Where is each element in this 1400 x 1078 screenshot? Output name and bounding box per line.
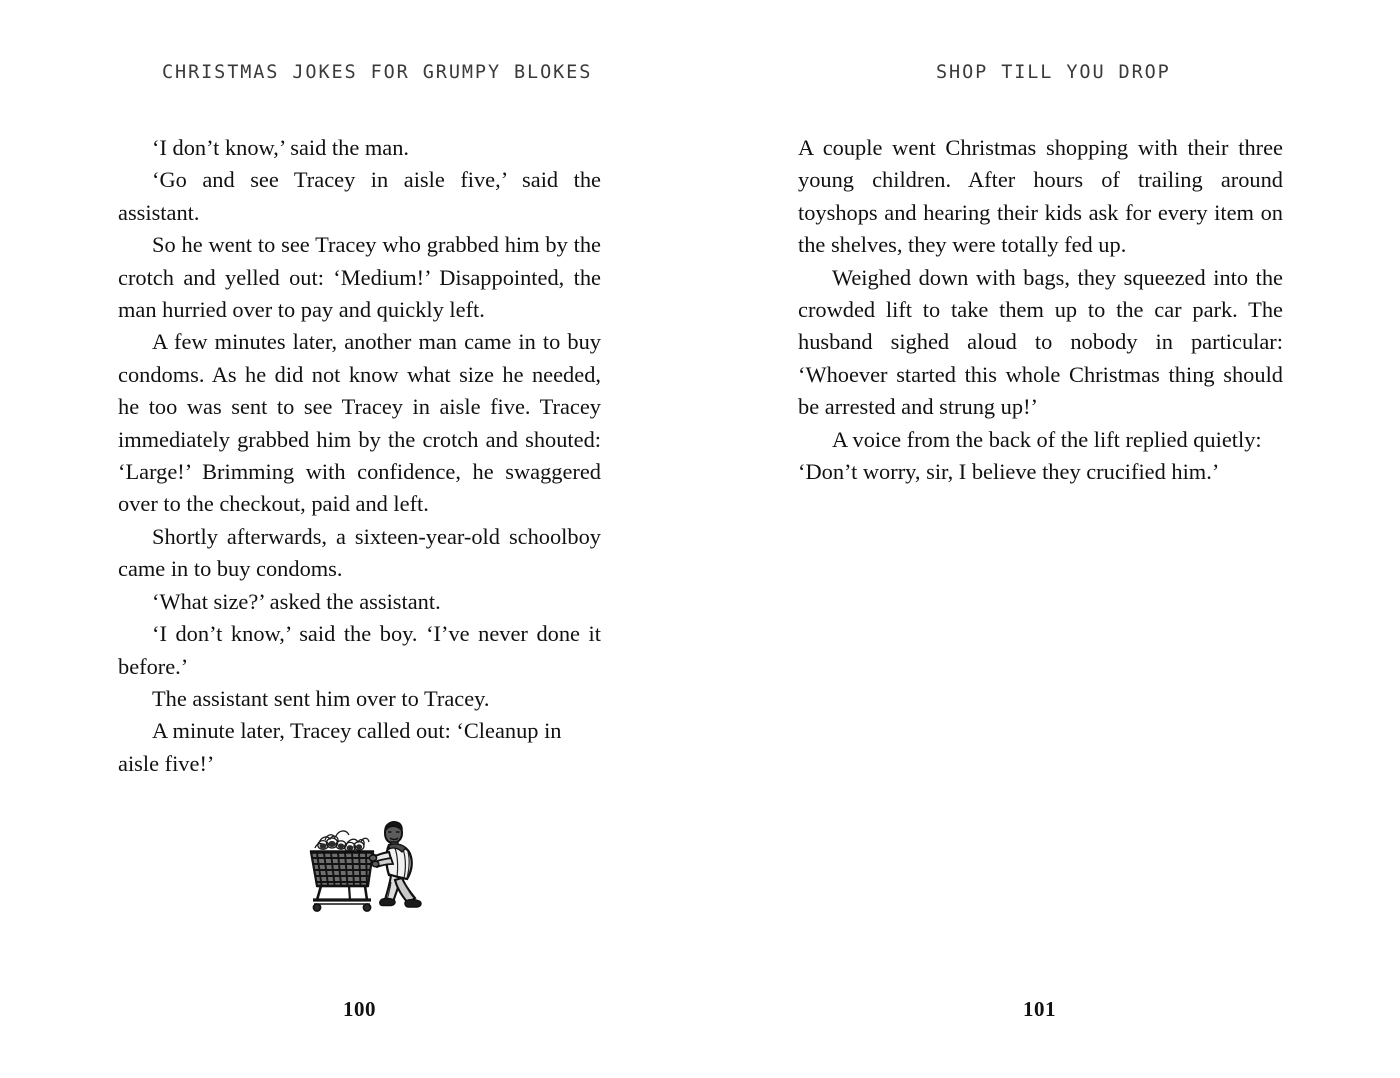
body-text-recto: [798, 132, 1283, 488]
paragraph: So he went to see Tracey who grabbed him by the crotch and yelled out: ‘Medium!’ Disappointed, the man hurried over to pay and quickly left.: [118, 232, 601, 323]
paragraph: ‘What size?’ asked the assistant.: [152, 588, 441, 614]
running-head-verso: CHRISTMAS JOKES FOR GRUMPY BLOKES: [162, 62, 593, 83]
page-number-verso: 100: [343, 997, 376, 1021]
body-text-verso: [118, 132, 601, 780]
paragraph: Shortly afterwards, a sixteen-year-old schoolboy came in to buy condoms.: [118, 523, 601, 582]
paragraph: A couple went Christmas shopping with their three young children. After hours of trailing around toyshops and hearing their kids ask for every item on the shelves, they were totally fed up.: [798, 135, 1283, 258]
paragraph: A few minutes later, another man came in to buy condoms. As he did not know what size he needed, he too was sent to see Tracey in aisle five. Tracey immediately grabbed him by the crotch and shouted: ‘Large!’ Brimming with confidence, he swaggered over to the checkout, paid and left.: [118, 329, 601, 517]
shopping-trolley-man-icon: [303, 812, 431, 914]
paragraph: Weighed down with bags, they squeezed into the crowded lift to take them up to the car park. The husband sighed aloud to nobody in particular: ‘Whoever started this whole Christmas thing should be arrested and strung up!’: [798, 264, 1283, 420]
paragraph: ‘I don’t know,’ said the man.: [152, 135, 410, 160]
paragraph: A voice from the back of the lift replied quietly: ‘Don’t worry, sir, I believe they crucified him.’: [798, 426, 1262, 485]
page-recto: [798, 132, 1283, 488]
paragraph: ‘I don’t know,’ said the boy. ‘I’ve never done it before.’: [118, 621, 601, 679]
paragraph: A minute later, Tracey called out: ‘Cleanup in aisle five!’: [118, 718, 562, 776]
page-verso: [118, 132, 601, 780]
running-head-recto: SHOP TILL YOU DROP: [936, 62, 1171, 83]
paragraph: ‘Go and see Tracey in aisle five,’ said the assistant.: [118, 167, 601, 225]
paragraph: The assistant sent him over to Tracey.: [152, 685, 490, 711]
page-number-recto: 101: [1023, 997, 1056, 1021]
